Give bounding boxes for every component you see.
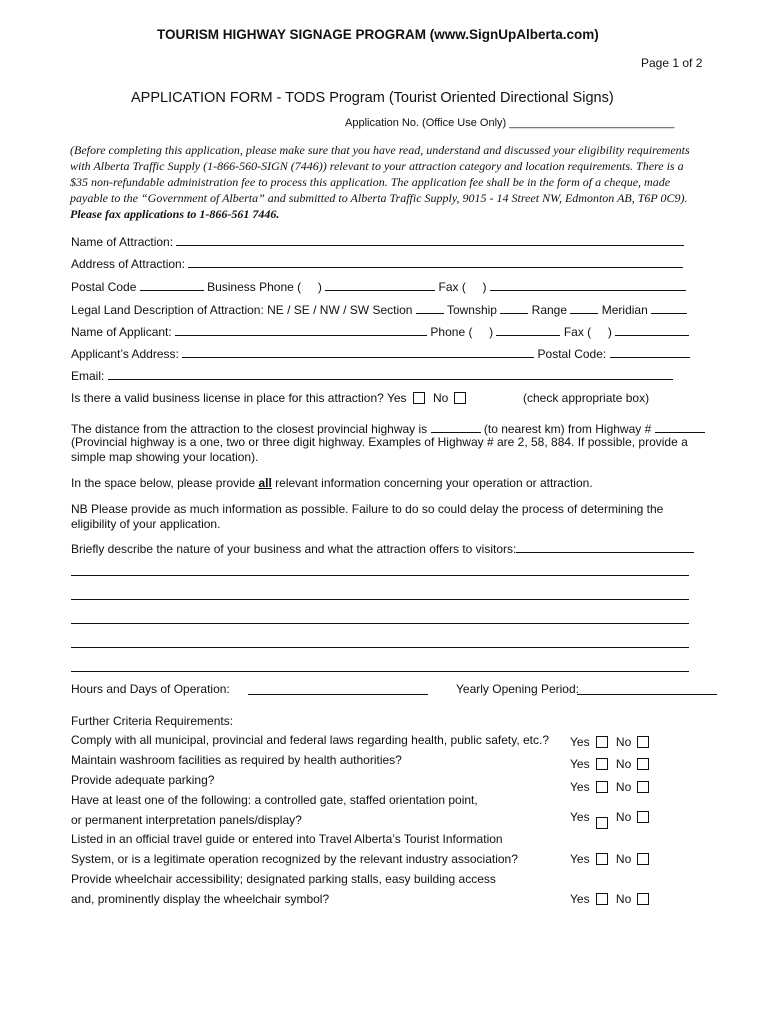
yearly-field[interactable] [577, 694, 717, 695]
address-of-attraction-row [71, 255, 683, 271]
email-label: Email: [71, 369, 105, 383]
range-label: Range [531, 303, 568, 317]
license-question-row [71, 391, 425, 405]
meridian-label: Meridian [601, 303, 648, 317]
business-phone-label: Business Phone ( [207, 280, 302, 294]
paren-close: ) [317, 280, 322, 294]
license-yes-checkbox[interactable] [413, 392, 425, 404]
criteria-item-symbol: and, prominently display the wheelchair symbol? [71, 892, 330, 906]
yes-label: Yes [570, 852, 590, 866]
section-field[interactable] [416, 301, 444, 314]
distance-label: The distance from the attraction to the closest provincial highway is [71, 422, 428, 436]
document-title: TOURISM HIGHWAY SIGNAGE PROGRAM (www.SignUpAlberta.com) [157, 27, 599, 42]
license-no-label: No [433, 391, 449, 405]
yes-label: Yes [570, 757, 590, 771]
form-title: APPLICATION FORM - TODS Program (Tourist Oriented Directional Signs) [131, 90, 614, 106]
area-code-field[interactable] [304, 279, 314, 291]
washroom-yes-checkbox[interactable] [596, 758, 608, 770]
criteria-item-laws: Comply with all municipal, provincial and federal laws regarding health, public safety, etc.? [71, 733, 550, 747]
distance-field[interactable] [431, 420, 481, 433]
answer-line-5[interactable] [71, 671, 689, 672]
postal-code-2-label: Postal Code: [537, 347, 607, 361]
criteria-item-panels: or permanent interpretation panels/display? [71, 813, 302, 827]
business-phone-field[interactable] [325, 278, 435, 291]
criteria-heading: Further Criteria Requirements: [71, 714, 234, 728]
wheelchair-no-checkbox[interactable] [637, 893, 649, 905]
license-no-checkbox[interactable] [454, 392, 466, 404]
describe-row [71, 540, 694, 556]
parking-yes-checkbox[interactable] [596, 781, 608, 793]
phone-area-code-field[interactable] [476, 324, 486, 336]
no-label: No [615, 810, 632, 824]
applicant-address-row [71, 345, 690, 361]
name-of-attraction-row [71, 233, 684, 249]
name-of-applicant-field[interactable] [175, 323, 427, 336]
applicant-fax-field[interactable] [615, 323, 689, 336]
criteria-item-parking: Provide adequate parking? [71, 773, 215, 787]
fax-label: Fax ( [438, 280, 466, 294]
laws-no-checkbox[interactable] [637, 736, 649, 748]
fax-area-code-field[interactable] [469, 279, 479, 291]
nearest-km-label: (to nearest km) from Highway # [483, 422, 652, 436]
name-of-attraction-field[interactable] [176, 233, 684, 246]
phone-label: Phone ( [430, 325, 473, 339]
intro-text: (Before completing this application, please make sure that you have read, understand and discussed your eligibility requirements with Alberta Traffic Supply (1-866-560-SIGN (7446)) relevant to your attraction category and location requirements. There is a $35 non-refundable administration fee to process this application. The application fee shall be in the form of a cheque, made payable to the “Government of Alberta” and submitted to Alberta Traffic Supply, 9015 - 14 Street NW, Edmonton AB, T6P 0C9). [70, 143, 690, 205]
highway-note-line1: (Provincial highway is a one, two or three digit highway. Examples of Highway # are 2, 58, 884. If possible, provide a [71, 435, 688, 449]
system-no-checkbox[interactable] [637, 853, 649, 865]
fax-instruction: Please fax applications to 1-866-561 7446. [70, 207, 280, 221]
paren-close-fax-2: ) [607, 325, 612, 339]
intro-paragraph [70, 142, 700, 222]
criteria-wheelchair-answers [570, 892, 649, 906]
range-field[interactable] [570, 301, 598, 314]
postal-code-label: Postal Code [71, 280, 137, 294]
license-question: Is there a valid business license in place for this attraction? Yes [71, 391, 407, 405]
township-field[interactable] [500, 301, 528, 314]
yearly-label: Yearly Opening Period: [456, 682, 579, 696]
yes-label: Yes [570, 810, 590, 824]
criteria-item-wheelchair: Provide wheelchair accessibility; designated parking stalls, easy building access [71, 872, 496, 886]
criteria-laws-answers [570, 735, 649, 749]
answer-line-1[interactable] [71, 575, 689, 576]
yes-label: Yes [570, 892, 590, 906]
applicant-fax-area-code-field[interactable] [595, 324, 605, 336]
applicant-address-label: Applicant’s Address: [71, 347, 179, 361]
check-box-note: (check appropriate box) [523, 391, 650, 405]
email-field[interactable] [108, 367, 673, 380]
applicant-row [71, 323, 689, 339]
space-below-instruction [71, 476, 593, 490]
space-post: relevant information concerning your operation or attraction. [271, 476, 593, 490]
gate-no-checkbox[interactable] [637, 811, 649, 823]
license-no-row [433, 391, 466, 405]
page-number: Page 1 of 2 [641, 56, 703, 70]
no-label: No [615, 892, 632, 906]
nb-line1: NB Please provide as much information as possible. Failure to do so could delay the process of determining the [71, 502, 664, 516]
no-label: No [615, 780, 632, 794]
applicant-address-field[interactable] [182, 345, 534, 358]
highway-number-field[interactable] [655, 420, 705, 433]
system-yes-checkbox[interactable] [596, 853, 608, 865]
wheelchair-yes-checkbox[interactable] [596, 893, 608, 905]
criteria-parking-answers [570, 780, 649, 794]
hours-field[interactable] [248, 694, 428, 695]
no-label: No [615, 852, 632, 866]
address-of-attraction-field[interactable] [188, 255, 683, 268]
criteria-washroom-answers [570, 757, 649, 771]
criteria-item-washroom: Maintain washroom facilities as required by health authorities? [71, 753, 402, 767]
address-of-attraction-label: Address of Attraction: [71, 257, 186, 271]
answer-line-4[interactable] [71, 647, 689, 648]
laws-yes-checkbox[interactable] [596, 736, 608, 748]
criteria-gate-answers [570, 810, 649, 829]
distance-row [71, 420, 705, 436]
criteria-system-answers [570, 852, 649, 866]
yes-label: Yes [570, 780, 590, 794]
criteria-item-system: System, or is a legitimate operation recognized by the relevant industry association? [71, 852, 518, 866]
gate-yes-checkbox[interactable] [596, 817, 608, 829]
answer-line-3[interactable] [71, 623, 689, 624]
answer-line-2[interactable] [71, 599, 689, 600]
name-of-attraction-label: Name of Attraction: [71, 235, 174, 249]
no-label: No [615, 735, 632, 749]
meridian-field[interactable] [651, 301, 687, 314]
criteria-item-travel-guide: Listed in an official travel guide or entered into Travel Alberta’s Tourist Information [71, 832, 503, 846]
email-row [71, 367, 673, 383]
no-label: No [615, 757, 632, 771]
describe-label: Briefly describe the nature of your business and what the attraction offers to visitors: [71, 542, 517, 556]
postal-code-2-field[interactable] [610, 345, 690, 358]
paren-close-fax: ) [482, 280, 487, 294]
space-all: all [258, 476, 272, 490]
describe-field[interactable] [516, 540, 694, 553]
yes-label: Yes [570, 735, 590, 749]
postal-phone-fax-row [71, 278, 686, 294]
parking-no-checkbox[interactable] [637, 781, 649, 793]
hours-label: Hours and Days of Operation: [71, 682, 230, 696]
paren-close-phone: ) [489, 325, 494, 339]
postal-code-field[interactable] [140, 278, 204, 291]
name-of-applicant-label: Name of Applicant: [71, 325, 172, 339]
legal-land-row [71, 301, 687, 317]
nb-line2: eligibility of your application. [71, 517, 221, 531]
fax-field[interactable] [490, 278, 686, 291]
space-pre: In the space below, please provide [71, 476, 259, 490]
applicant-phone-field[interactable] [496, 323, 560, 336]
fax-label-2: Fax ( [563, 325, 592, 339]
highway-note-line2: simple map showing your location). [71, 450, 259, 464]
legal-land-label: Legal Land Description of Attraction: NE / SE / NW / SW Section [71, 303, 413, 317]
criteria-item-gate: Have at least one of the following: a controlled gate, staffed orientation point, [71, 793, 478, 807]
township-label: Township [446, 303, 497, 317]
washroom-no-checkbox[interactable] [637, 758, 649, 770]
application-number-label: Application No. (Office Use Only) ___________________________ [345, 117, 675, 129]
